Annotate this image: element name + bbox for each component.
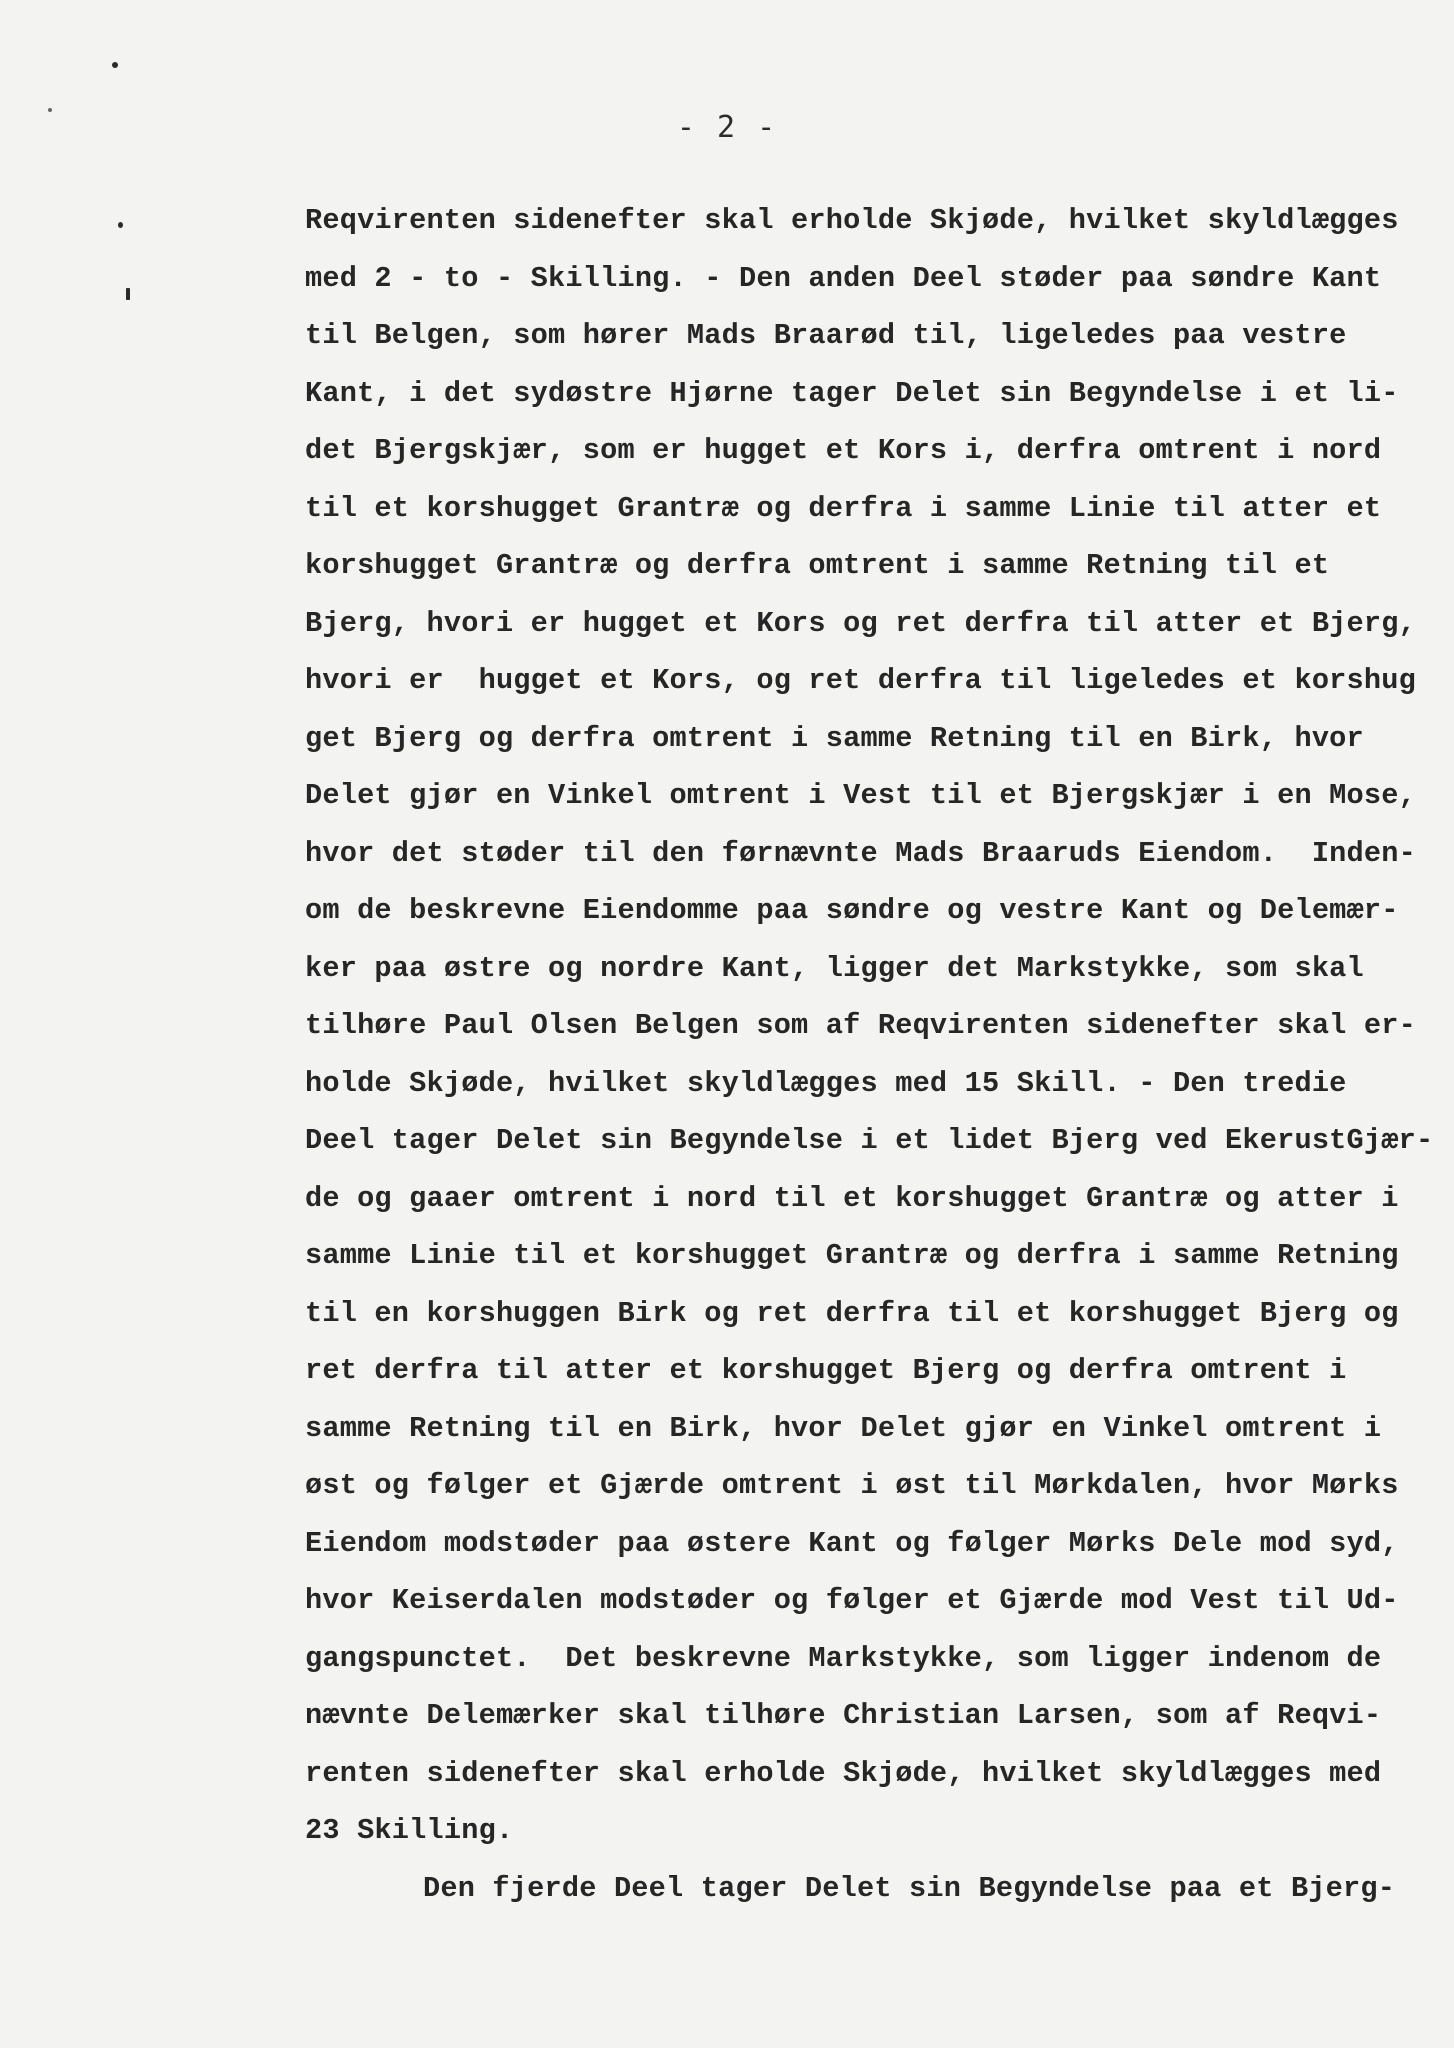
text-line: samme Linie til et korshugget Grantræ og derfra i samme Retning [305,1239,1399,1272]
text-line: med 2 - to - Skilling. - Den anden Deel støder paa søndre Kant [305,261,1382,295]
text-line: Eiendom modstøder paa østere Kant og følger Mørks Dele mod syd, [305,1526,1399,1560]
text-line: holde Skjøde, hvilket skyldlægges med 15 Skill. - Den tredie [305,1066,1347,1100]
text-line: korshugget Grantræ og derfra omtrent i samme Retning til et [305,549,1330,582]
text-line: ker paa østre og nordre Kant, ligger det Markstykke, som skal [305,951,1364,985]
margin-mark [112,62,118,68]
text-line: hvori er hugget et Kors, og ret derfra til ligeledes et korshug [305,664,1416,697]
text-line: det Bjergskjær, som er hugget et Kors i, derfra omtrent i nord [305,434,1382,467]
text-line: om de beskrevne Eiendomme paa søndre og vestre Kant og Delemær- [305,894,1399,927]
paragraph-start-line: Den fjerde Deel tager Delet sin Begyndelse paa et Bjerg- [423,1871,1396,1905]
text-line: Kant, i det sydøstre Hjørne tager Delet sin Begyndelse i et li- [305,376,1399,410]
text-line: tilhøre Paul Olsen Belgen som af Reqvirenten sidenefter skal er- [305,1009,1416,1042]
text-line: Delet gjør en Vinkel omtrent i Vest til et Bjergskjær i en Mose, [305,779,1416,812]
margin-mark [118,222,123,228]
text-line: til en korshuggen Birk og ret derfra til et korshugget Bjerg og [305,1296,1399,1330]
text-line: til et korshugget Grantræ og derfra i samme Linie til atter et [305,491,1382,525]
text-line: til Belgen, som hører Mads Braarød til, ligeledes paa vestre [305,319,1347,352]
document-body [305,192,1434,1917]
text-line: de og gaaer omtrent i nord til et korshugget Grantræ og atter i [305,1181,1399,1215]
text-line: Bjerg, hvori er hugget et Kors og ret derfra til atter et Bjerg, [305,606,1416,640]
text-line: hvor det støder til den førnævnte Mads Braaruds Eiendom. Inden- [305,836,1416,870]
text-line: samme Retning til en Birk, hvor Delet gjør en Vinkel omtrent i [305,1411,1382,1445]
text-line: nævnte Delemærker skal tilhøre Christian Larsen, som af Reqvi- [305,1699,1382,1732]
text-line: hvor Keiserdalen modstøder og følger et Gjærde mod Vest til Ud- [305,1584,1399,1617]
margin-mark [126,288,130,300]
text-line: Deel tager Delet sin Begyndelse i et lidet Bjerg ved EkerustGjær- [305,1124,1434,1157]
page-number: - 2 - [676,110,778,145]
text-line: 23 Skilling. [305,1814,514,1847]
text-line: Reqvirenten sidenefter skal erholde Skjøde, hvilket skyldlægges [305,204,1399,237]
text-line: gangspunctet. Det beskrevne Markstykke, som ligger indenom de [305,1641,1382,1675]
text-line: øst og følger et Gjærde omtrent i øst til Mørkdalen, hvor Mørks [305,1469,1399,1502]
text-line: renten sidenefter skal erholde Skjøde, hvilket skyldlægges med [305,1756,1382,1790]
text-line: get Bjerg og derfra omtrent i samme Retning til en Birk, hvor [305,721,1364,755]
text-line: ret derfra til atter et korshugget Bjerg og derfra omtrent i [305,1354,1347,1387]
